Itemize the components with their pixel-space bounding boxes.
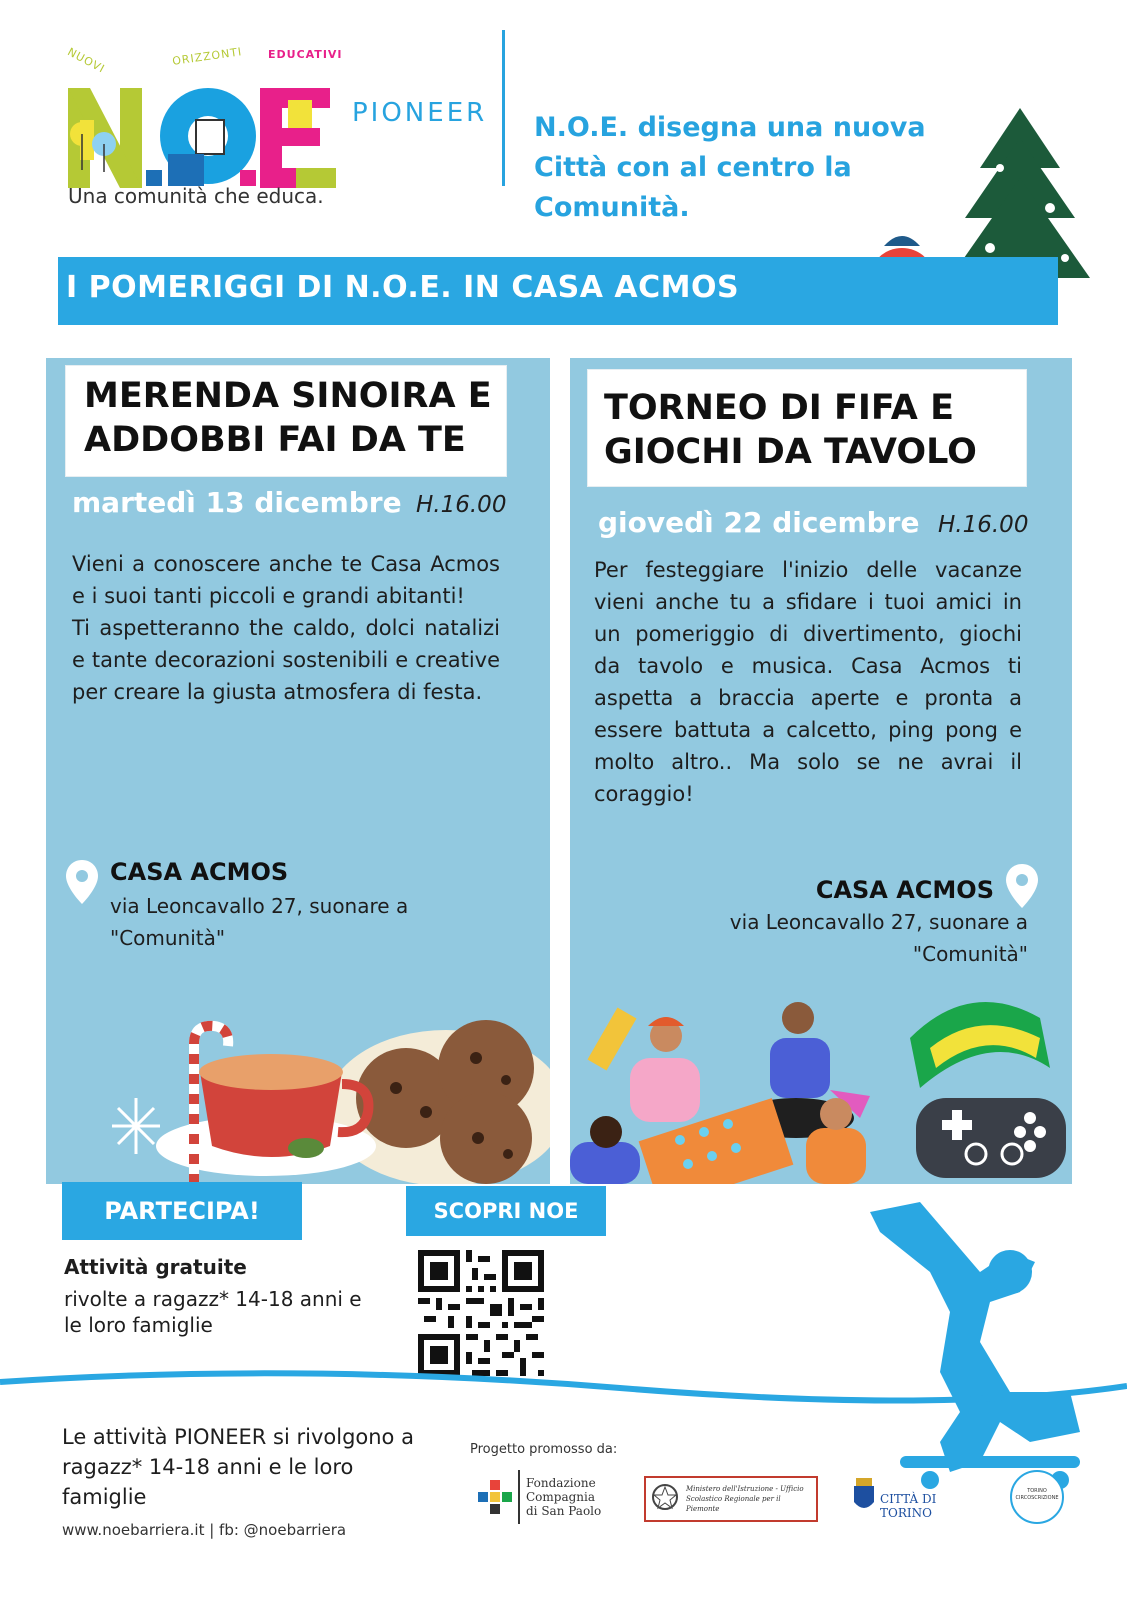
italian-emblem-icon [650,1482,680,1512]
logo-tagline: Una comunità che educa. [68,184,324,208]
qr-code[interactable] [418,1250,544,1376]
event-date: martedì 13 dicembre [72,486,402,519]
event-title-box [66,366,506,476]
snowflake-icon [112,1098,160,1154]
torino-crest-icon [852,1478,876,1514]
sponsor-2-name: Ministero dell'Istruzione - Ufficio Scolastico Regionale per il Piemonte [686,1485,804,1513]
sponsor-circoscrizione [1010,1470,1064,1524]
event-time: H.16.00 [416,492,507,518]
logo-word-educativi: EDUCATIVI [268,48,343,61]
event-title: MERENDA SINOIRA E ADDOBBI FAI DA TE [84,376,492,460]
location-pin-icon [64,858,100,906]
skater-silhouette-icon [860,1192,1100,1502]
board-game-illustration [570,918,1072,1184]
logo-word-orizzonti: ORIZZONTI [171,45,244,68]
tea-cookies-illustration [106,988,550,1184]
event-time: H.16.00 [938,512,1029,538]
logo-pioneer: PIONEER [352,98,488,128]
sponsor-label: Progetto promosso da: [470,1442,618,1457]
event-card-merenda [46,358,550,1184]
sponsor-citta-torino [852,1476,992,1520]
event-place-address: via Leoncavallo 27, suonare a "Comunità" [729,910,1028,966]
event-place-address: via Leoncavallo 27, suonare a "Comunità" [110,894,409,950]
sponsor-compagnia-san-paolo [478,1470,618,1526]
noe-logo [60,40,490,220]
partecipa-tag: PARTECIPA! [62,1182,302,1240]
event-date: giovedì 22 dicembre [598,506,920,539]
compagnia-san-paolo-logo-icon [478,1480,512,1514]
scopri-noe-tag: SCOPRI NOE [406,1186,606,1236]
pioneer-footer-text: Le attività PIONEER si rivolgono a ragazz* 14-18 anni e le loro famiglie [62,1425,414,1509]
sponsor-3-name: CITTÀ DI TORINO [880,1492,937,1520]
event-place-name: CASA ACMOS [815,876,994,904]
free-activities-label: Attività gratuite [64,1255,247,1279]
event-title-box [588,370,1026,486]
audience-text: rivolte a ragazz* 14-18 anni e le loro famiglie [64,1287,362,1337]
sponsor-4-name: TORINO CIRCOSCRIZIONE [1015,1488,1059,1501]
event-description: Vieni a conoscere anche te Casa Acmos e i suoi tanti piccoli e grandi abitanti! Ti aspetteranno the caldo, dolci natalizi e tante decorazioni sostenibili e creative per creare la giusta atmosfera di festa. [72,552,500,704]
header-divider [502,30,505,186]
event-description: Per festeggiare l'inizio delle vacanze vieni anche tu a sfidare i tuoi amici in un pomeriggio di divertimento, giochi da tavolo e musica. Casa Acmos ti aspetta a braccia aperte e pronta a essere battuta a calcetto, ping pong e molto altro.. Ma solo se ne avrai il coraggio! [594,558,1022,806]
event-place-name: CASA ACMOS [110,858,289,886]
website-link[interactable]: www.noebarriera.it | fb: @noebarriera [62,1521,347,1539]
location-pin-icon [1004,862,1040,910]
event-card-torneo [570,358,1072,1184]
headline: N.O.E. disegna una nuova Città con al centro la Comunità. [534,112,926,223]
sponsor-1-name: Fondazione Compagnia di San Paolo [526,1476,602,1518]
banner-title: I POMERIGGI DI N.O.E. IN CASA ACMOS [66,270,740,305]
sponsor-ministero [644,1476,818,1522]
noe-logo-graphic [60,60,360,190]
event-title: TORNEO DI FIFA E GIOCHI DA TAVOLO [604,388,977,472]
logo-word-nuovi: NUOVI [65,45,108,76]
footer-wave-line [0,1360,1127,1420]
